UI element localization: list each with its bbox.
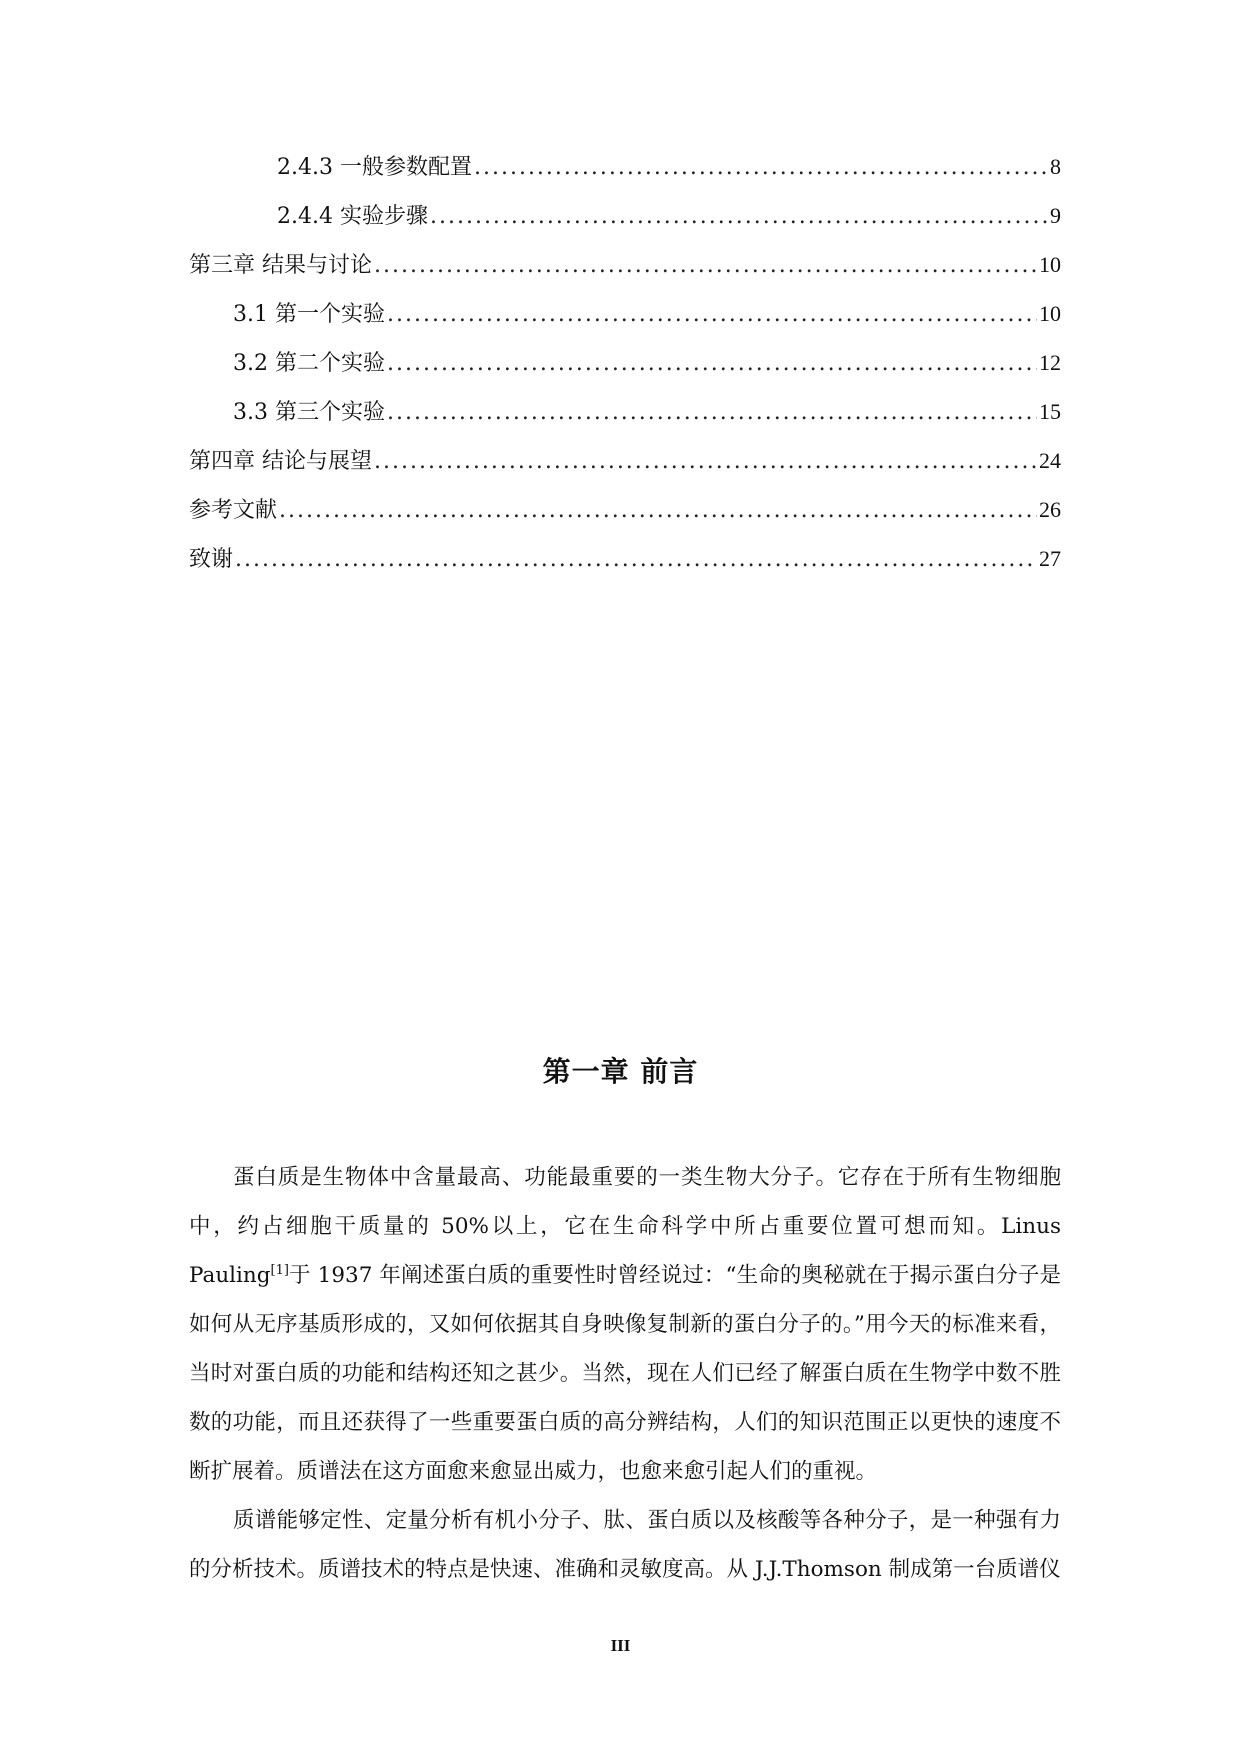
page-number: III	[610, 1636, 631, 1655]
toc-entry-label: 2.4.4 实验步骤	[277, 204, 428, 229]
toc-entry-label: 2.4.3 一般参数配置	[277, 155, 472, 180]
toc-entry[interactable]	[189, 199, 1061, 248]
chapter-title: 第一章 前言	[542, 1055, 699, 1088]
paragraph	[189, 1153, 1061, 1496]
toc-entry[interactable]	[189, 395, 1061, 444]
toc-dot-leader	[430, 204, 1048, 229]
paragraph: 质谱能够定性、定量分析有机小分子、肽、蛋白质以及核酸等各种分子，是一种强有力的分析技术。质谱技术的特点是快速、准确和灵敏度高。从 J.J.Thomson 制成第一台质谱仪	[189, 1508, 1061, 1582]
toc-entry-page: 12	[1039, 350, 1061, 375]
citation-reference[interactable]: [1]	[270, 1262, 289, 1278]
table-of-contents	[189, 150, 1061, 591]
toc-entry[interactable]	[189, 444, 1061, 493]
toc-entry-page: 8	[1050, 154, 1061, 179]
paragraph-text: 于 1937 年阐述蛋白质的重要性时曾经说过：“生命的奥秘就在于揭示蛋白分子是如何从无序基质形成的，又如何依据其自身映像复制新的蛋白分子的。”用今天的标准来看，当时对蛋白质的功能和结构还知之甚少。当然，现在人们已经了解蛋白质在生物学中数不胜数的功能，而且还获得了一些重要蛋白质的高分辨结构，人们的知识范围正以更快的速度不断扩展着。质谱法在这方面愈来愈显出威力，也愈来愈引起人们的重视。	[189, 1263, 1061, 1484]
toc-dot-leader	[474, 155, 1048, 180]
toc-entry[interactable]	[189, 493, 1061, 542]
toc-entry[interactable]	[189, 346, 1061, 395]
toc-dot-leader	[387, 302, 1037, 327]
toc-dot-leader	[387, 400, 1037, 425]
toc-entry[interactable]	[189, 248, 1061, 297]
toc-entry[interactable]	[189, 542, 1061, 591]
toc-entry-label: 3.1 第一个实验	[233, 302, 385, 327]
toc-entry-page: 24	[1039, 448, 1061, 473]
toc-entry-page: 9	[1050, 203, 1061, 228]
toc-entry-page: 27	[1039, 546, 1061, 571]
toc-entry-page: 26	[1039, 497, 1061, 522]
toc-entry-label: 参考文献	[189, 498, 278, 523]
toc-dot-leader	[387, 351, 1037, 376]
toc-entry-page: 15	[1039, 399, 1061, 424]
toc-entry-label: 致谢	[189, 547, 234, 572]
toc-entry-label: 3.3 第三个实验	[233, 400, 385, 425]
toc-dot-leader	[279, 498, 1037, 523]
toc-dot-leader	[235, 547, 1037, 572]
toc-entry-label: 3.2 第二个实验	[233, 351, 385, 376]
toc-entry[interactable]	[189, 150, 1061, 199]
toc-entry-page: 10	[1039, 252, 1061, 277]
toc-entry-label: 第三章 结果与讨论	[189, 253, 372, 278]
toc-entry-page: 10	[1039, 301, 1061, 326]
paragraph-text: 蛋白质是生物体中含量最高、功能最重要的一类生物大分子。它存在于所有生物细胞中，约占细胞干质量的 50%以上，它在生命科学中所占重要位置可想而知。Linus Pauling	[189, 1165, 1061, 1288]
toc-dot-leader	[374, 449, 1037, 474]
toc-dot-leader	[374, 253, 1037, 278]
toc-entry-label: 第四章 结论与展望	[189, 449, 372, 474]
toc-entry[interactable]	[189, 297, 1061, 346]
chapter-body	[189, 1153, 1061, 1594]
